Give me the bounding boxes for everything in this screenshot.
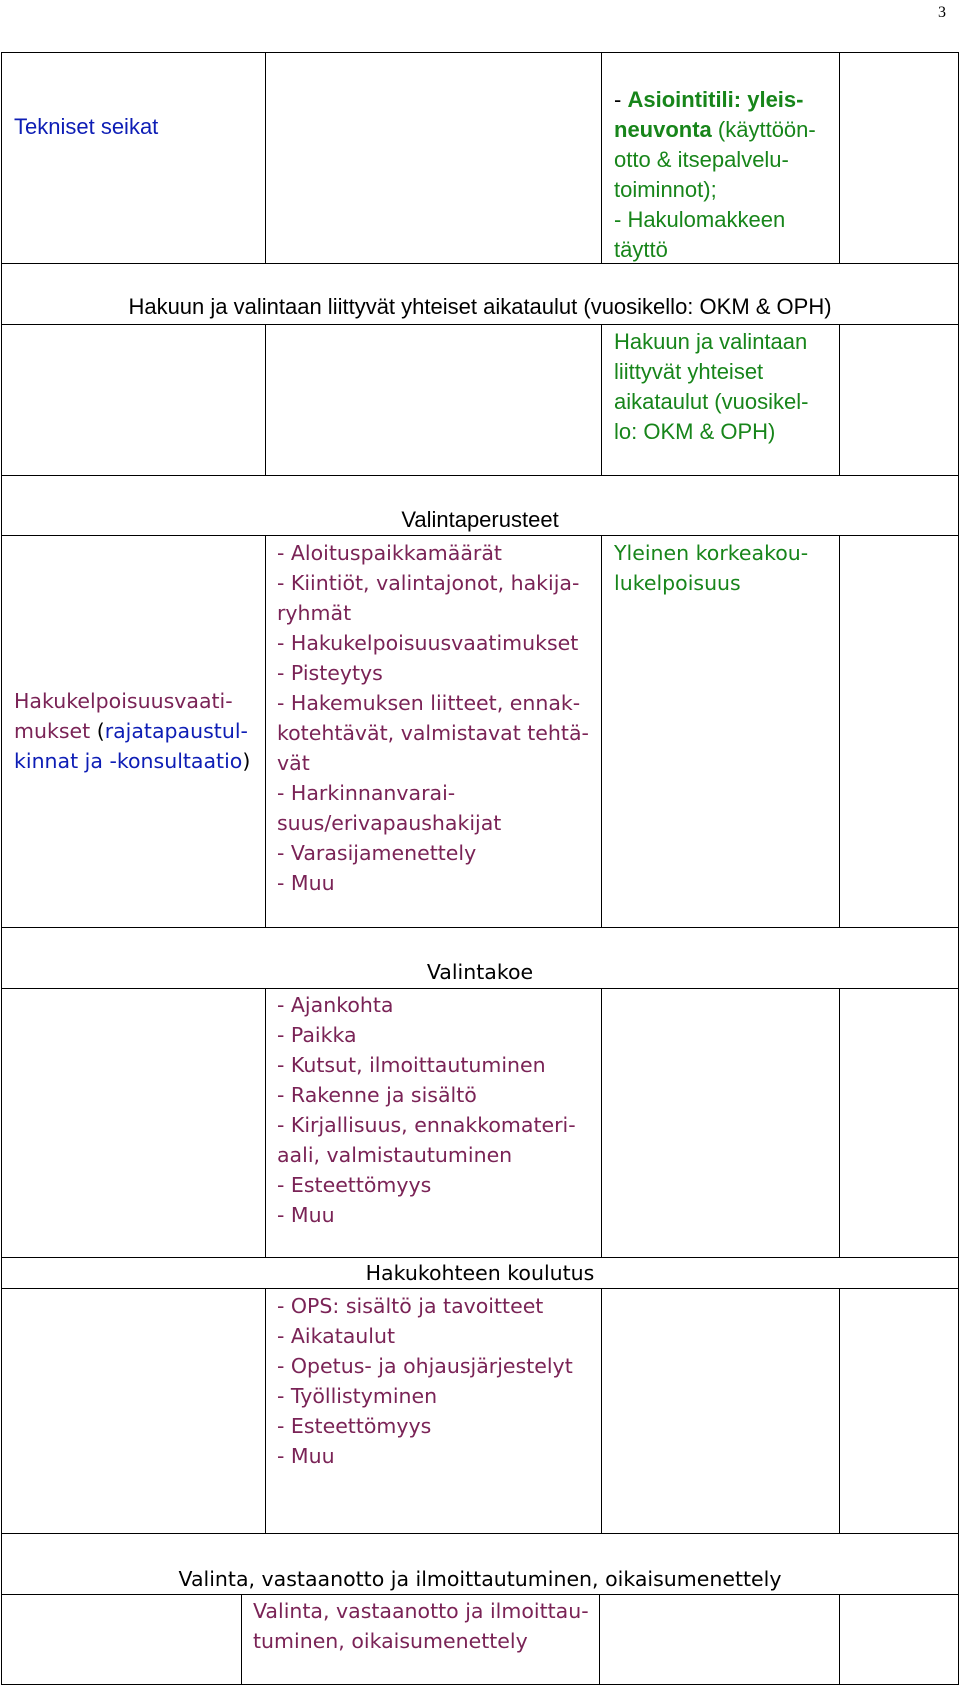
criteria-left-cell <box>14 656 262 776</box>
education-header: Hakukohteen koulutus <box>365 1261 595 1285</box>
schedules-cell: Hakuun ja valintaan liittyvät yhteiset aikataulut (vuosikel- lo: OKM & OPH) <box>614 329 809 444</box>
row-divider <box>1 535 959 536</box>
column-divider <box>601 324 602 475</box>
criteria-list: - Aloituspaikkamäärät - Kiintiöt, valintajonot, hakija- ryhmät - Hakukelpoisuusvaatimukset - Pisteytys - Hakemuksen liitteet, ennak- kotehtävät, valmistavat tehtä- vät - Harkinnanvarai- suus/erivapaushakijat - Varasijamenettely - Muu <box>277 541 589 895</box>
criteria-left-part2: rajatapaustul- kinnat ja -konsultaatio <box>14 719 248 773</box>
exam-header: Valintakoe <box>426 960 534 984</box>
row-divider <box>1 475 959 476</box>
column-divider <box>601 535 602 927</box>
schedules-header: Hakuun ja valintaan liittyvät yhteiset aikataulut (vuosikello: OKM & OPH) <box>128 294 832 319</box>
criteria-left-paren-close: ) <box>242 749 251 773</box>
education-list: - OPS: sisältö ja tavoitteet - Aikataulut - Opetus- ja ohjausjärjestelyt - Työllistyminen - Esteettömyys - Muu <box>277 1294 573 1468</box>
column-divider <box>265 1288 266 1533</box>
column-divider <box>839 52 840 263</box>
row-divider <box>1 1533 959 1534</box>
column-divider <box>265 324 266 475</box>
selection-header: Valinta, vastaanotto ja ilmoittautuminen, oikaisumenettely <box>178 1567 782 1591</box>
selection-cell: Valinta, vastaanotto ja ilmoittau- tuminen, oikaisumenettely <box>253 1599 589 1653</box>
row-divider <box>1 1594 959 1595</box>
column-divider <box>839 988 840 1257</box>
exam-list: - Ajankohta - Paikka - Kutsut, ilmoittautuminen - Rakenne ja sisältö - Kirjallisuus, ennakkomateri- aali, valmistautuminen - Esteettömyys - Muu <box>277 993 576 1227</box>
column-divider <box>601 52 602 263</box>
technical-label: Tekniset seikat <box>14 114 159 139</box>
page-number: 3 <box>938 4 946 21</box>
column-divider <box>599 1594 600 1685</box>
column-divider <box>601 988 602 1257</box>
column-divider <box>265 988 266 1257</box>
row-divider <box>1 1288 959 1289</box>
row-divider <box>1 52 959 53</box>
table-border-bottom <box>1 1684 959 1685</box>
column-divider <box>839 1288 840 1533</box>
technical-item1-bold: Asiointitili: yleis- neuvonta <box>614 87 804 142</box>
criteria-left-part1: Hakukelpoisuusvaati- mukset <box>14 689 233 743</box>
row-divider <box>1 988 959 989</box>
column-divider <box>241 1594 242 1685</box>
criteria-left-paren-open: ( <box>90 719 105 743</box>
technical-cell <box>614 55 834 265</box>
column-divider <box>839 535 840 927</box>
technical-item1-prefix: - <box>614 87 628 112</box>
row-divider <box>1 324 959 325</box>
criteria-header: Valintaperusteet <box>401 507 559 532</box>
criteria-right-cell: Yleinen korkeakou- lukelpoisuus <box>614 541 809 595</box>
column-divider <box>839 324 840 475</box>
column-divider <box>601 1288 602 1533</box>
technical-item1-rest: (käyttöön- otto & itsepalvelu- toiminnot); <box>614 117 816 202</box>
column-divider <box>265 52 266 263</box>
column-divider <box>265 535 266 927</box>
technical-item2: - Hakulomakkeen täyttö <box>614 207 786 262</box>
row-divider <box>1 927 959 928</box>
column-divider <box>839 1594 840 1685</box>
